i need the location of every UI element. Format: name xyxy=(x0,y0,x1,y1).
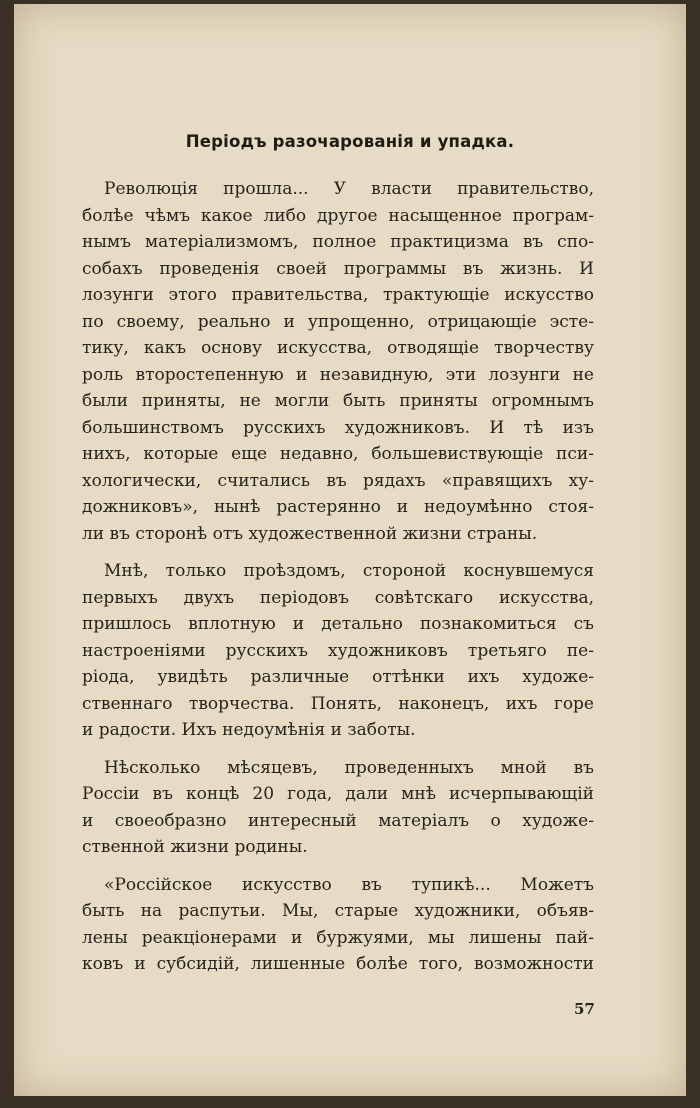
text-line: ли въ сторонѣ отъ художественной жизни страны. xyxy=(82,523,538,544)
text-line: по своему, реально и упрощенно, отрицающіе эсте- xyxy=(82,311,594,332)
text-line: лозунги этого правительства, трактующіе искусство xyxy=(82,285,594,305)
text-line: дожниковъ», нынѣ растерянно и недоумѣнно стоя- xyxy=(82,497,594,517)
text-line: нымъ матеріализмомъ, полное практицизма въ спо- xyxy=(82,232,594,252)
text-line: были приняты, не могли быть приняты огромнымъ xyxy=(82,391,594,411)
text-line: «Россійское искусство въ тупикѣ... Можетъ xyxy=(104,874,594,895)
paragraph xyxy=(82,872,594,978)
text-line: Россіи въ концѣ 20 года, дали мнѣ исчерпывающій xyxy=(82,784,594,804)
text-line: большинствомъ русскихъ художниковъ. И тѣ изъ xyxy=(82,417,594,438)
page-number: 57 xyxy=(574,1000,595,1018)
text-line: лены реакціонерами и буржуями, мы лишены пай- xyxy=(82,927,594,948)
text-line: ственной жизни родины. xyxy=(82,837,308,857)
text-line: ственнаго творчества. Понять, наконецъ, ихъ горе xyxy=(82,693,594,714)
text-line: болѣе чѣмъ какое либо другое насыщенное програм- xyxy=(82,205,594,226)
text-line: ковъ и субсидій, лишенные болѣе того, возможности xyxy=(82,954,594,974)
text-line: и радости. Ихъ недоумѣнія и заботы. xyxy=(82,720,416,740)
text-line: собахъ проведенія своей программы въ жизнь. И xyxy=(82,258,594,279)
text-line: ріода, увидѣть различные оттѣнки ихъ художе- xyxy=(82,667,594,687)
paragraph xyxy=(82,755,594,861)
body-text xyxy=(82,176,594,989)
text-line: первыхъ двухъ періодовъ совѣтскаго искусства, xyxy=(82,587,594,608)
text-line: Революція прошла... У власти правительство, xyxy=(104,179,594,199)
text-line: тику, какъ основу искусства, отводящіе творчеству xyxy=(82,338,594,358)
chapter-title: Періодъ разочарованія и упадка. xyxy=(185,132,515,151)
text-line: Мнѣ, только проѣздомъ, стороной коснувшемуся xyxy=(104,561,594,581)
text-line: нихъ, которые еще недавно, большевиствующіе пси- xyxy=(82,444,594,464)
text-line: роль второстепенную и незавидную, эти лозунги не xyxy=(82,364,594,385)
text-line: хологически, считались въ рядахъ «правящихъ ху- xyxy=(82,470,594,491)
text-line: быть на распутьи. Мы, старые художники, объяв- xyxy=(82,901,594,921)
paragraph xyxy=(82,558,594,744)
book-page xyxy=(14,4,686,1096)
paragraph xyxy=(82,176,594,547)
text-line: Нѣсколько мѣсяцевъ, проведенныхъ мной въ xyxy=(104,757,594,778)
text-line: настроеніями русскихъ художниковъ третьяго пе- xyxy=(82,640,594,661)
text-line: пришлось вплотную и детально познакомиться съ xyxy=(82,614,594,634)
text-line: и своеобразно интересный матеріалъ о художе- xyxy=(82,810,594,831)
